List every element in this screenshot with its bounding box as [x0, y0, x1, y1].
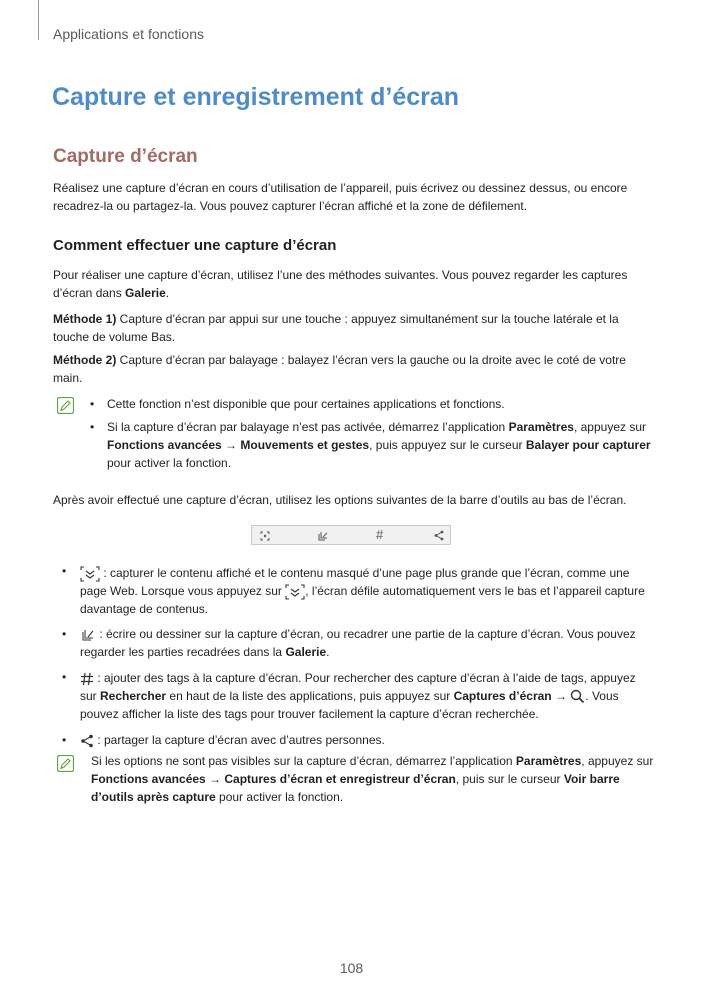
tag-icon: # [376, 527, 384, 542]
note-icon [57, 755, 74, 772]
page-number: 108 [339, 960, 364, 976]
option-scroll-capture: : capturer le contenu affiché et le contenu masqué d’une page plus grande que l’écran, comme une page Web. Lorsque vous appuyez sur , l’écran défile automatiquement vers le bas et l’appareil capture davantage de contenus. [80, 566, 645, 616]
edit-icon [317, 530, 329, 542]
section-title: Capture d’écran [53, 146, 198, 167]
note2-text: Si les options ne sont pas visibles sur la capture d’écran, démarrez l’application Paramètres, appuyez sur Fonctions avancées → Captures d’écran et enregistreur d’écran, puis sur le curseur Voir barre d’outils après capture pour activer la fonction. [91, 754, 654, 804]
header-divider [38, 0, 39, 40]
share-icon [434, 530, 444, 541]
note1-bullet-1: Cette fonction n’est disponible que pour certaines applications et fonctions. [107, 397, 505, 411]
bullet-dot: • [90, 420, 95, 434]
subsection-title: Comment effectuer une capture d’écran [53, 237, 337, 254]
methods-paragraph: Pour réaliser une capture d’écran, utilisez l’une des méthodes suivantes. Vous pouvez regarder les captures d’écran dans Galerie. [53, 268, 628, 300]
bullet-dot: • [62, 670, 67, 684]
chapter-header: Applications et fonctions [53, 26, 204, 42]
toolbar-intro-paragraph: Après avoir effectué une capture d’écran, utilisez les options suivantes de la barre d’outils au bas de l’écran. [53, 493, 627, 507]
option-tag: : ajouter des tags à la capture d’écran. Pour rechercher des capture d’écran à l’aide de tags, appuyez sur Rechercher en haut de la liste des applications, puis appuyez sur Captures d’écran → . Vous pouvez afficher la liste des tags pour trouver facilement la capture d’écran recherchée. [80, 671, 636, 721]
method-2: Méthode 2) Capture d’écran par balayage : balayez l’écran vers la gauche ou la droite avec le coté de votre main. [53, 353, 626, 385]
option-share: : partager la capture d’écran avec d’autres personnes. [80, 731, 655, 749]
page-title: Capture et enregistrement d’écran [52, 83, 460, 111]
search-icon [570, 689, 585, 704]
option-edit: : écrire ou dessiner sur la capture d’écran, ou recadrer une partie de la capture d’écran. Vous pouvez regarder les parties recadrées dans la Galerie. [80, 627, 636, 659]
intro-paragraph: Réalisez une capture d’écran en cours d’utilisation de l’appareil, puis écrivez ou dessinez dessus, ou encore recadrez-la ou partagez-la. Vous pouvez capturer l’écran affiché et la zone de défilement. [53, 181, 628, 213]
tag-icon [80, 672, 94, 686]
scroll-capture-icon [285, 584, 305, 600]
note1-bullet-2: Si la capture d’écran par balayage n’est pas activée, démarrez l’application Paramètres, appuyez sur Fonctions avancées → Mouvements et gestes, puis appuyez sur le curseur Balayer pour capturer pour activer la fonction. [107, 420, 651, 470]
scroll-capture-icon [80, 566, 100, 582]
note-icon [57, 397, 74, 414]
share-icon [80, 734, 94, 748]
edit-icon [80, 627, 96, 643]
bullet-dot: • [62, 564, 67, 578]
bullet-dot: • [62, 733, 67, 747]
method-1: Méthode 1) Capture d’écran par appui sur une touche : appuyez simultanément sur la touche latérale et la touche de volume Bas. [53, 312, 619, 344]
bullet-dot: • [90, 397, 95, 411]
scroll-capture-icon [260, 531, 270, 541]
screenshot-toolbar-illustration [251, 525, 451, 545]
bullet-dot: • [62, 627, 67, 641]
